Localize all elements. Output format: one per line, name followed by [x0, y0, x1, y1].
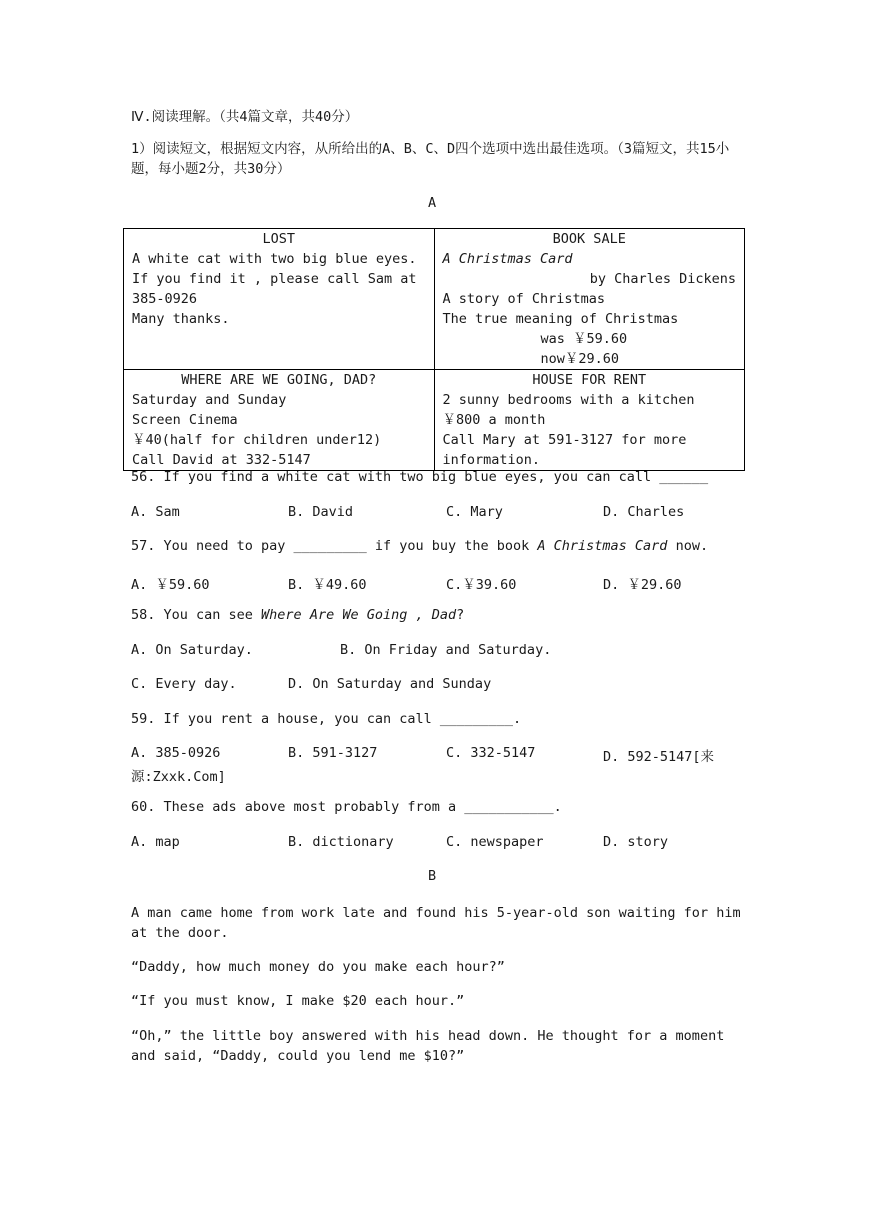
q58-option-b: B. On Friday and Saturday. [340, 642, 552, 658]
ad-movie [124, 370, 435, 471]
q60-option-d: D. story [603, 834, 669, 850]
passage-a-label: A [428, 195, 437, 211]
ad-movie-line: ￥40(half for children under12) [132, 432, 382, 448]
q56-option-c: C. Mary [446, 504, 503, 520]
instructions: 1）阅读短文，根据短文内容，从所给出的A、B、C、D四个选项中选出最佳选项。（3篇短文，共15小题，每小题2分，共30分） [131, 141, 730, 177]
question-60: 60. These ads above most probably from a ___________. [131, 799, 562, 815]
ad-lost-line: If you find it , please call Sam at [132, 271, 417, 287]
passage-b-paragraph: “Daddy, how much money do you make each hour?” [131, 959, 505, 975]
ad-house-title: HOUSE FOR RENT [532, 372, 647, 388]
ad-lost-line: 385-0926 [132, 291, 198, 307]
ad-house-line: Call Mary at 591-3127 for more [442, 432, 687, 448]
passage-b-paragraph: “Oh,” the little boy answered with his head down. He thought for a moment and said, “Daddy, could you lend me $10?” [131, 1028, 725, 1064]
question-56: 56. If you find a white cat with two big blue eyes, you can call ______ [131, 469, 709, 485]
q58-option-a: A. On Saturday. [131, 642, 253, 658]
q57-option-c: C.￥39.60 [446, 577, 517, 593]
ad-house [434, 370, 745, 471]
q59-option-a: A. 385-0926 [131, 745, 221, 761]
q60-option-a: A. map [131, 834, 180, 850]
q56-option-a: A. Sam [131, 504, 180, 520]
passage-b-paragraph: A man came home from work late and found his 5-year-old son waiting for him at the door. [131, 905, 741, 941]
ad-lost-line: Many thanks. [132, 311, 230, 327]
ad-book-sale-title: BOOK SALE [552, 231, 626, 247]
q60-option-b: B. dictionary [288, 834, 394, 850]
passage-b-paragraph: “If you must know, I make $20 each hour.” [131, 993, 465, 1009]
ad-house-line: ￥800 a month [442, 412, 546, 428]
question-58 [131, 607, 464, 623]
q58-movie-title: Where Are We Going , Dad [261, 607, 457, 623]
ad-movie-title: WHERE ARE WE GOING, DAD? [181, 372, 377, 388]
passage-b-label: B [428, 868, 437, 884]
q59-source-note: 源:Zxxk.Com] [131, 769, 226, 785]
q59-option-b: B. 591-3127 [288, 745, 378, 761]
section-title: Ⅳ.阅读理解。（共4篇文章，共40分） [131, 109, 359, 125]
q60-option-c: C. newspaper [446, 834, 544, 850]
ad-book-new-price: now￥29.60 [540, 351, 620, 367]
q57-book-title: A Christmas Card [537, 538, 668, 554]
ad-book-line: A story of Christmas [442, 291, 606, 307]
ads-table [123, 228, 745, 471]
ad-movie-line: Call David at 332-5147 [132, 452, 311, 468]
q59-option-c: C. 332-5147 [446, 745, 536, 761]
q57-option-d: D. ￥29.60 [603, 577, 682, 593]
ad-lost-title: LOST [262, 231, 295, 247]
q57-option-a: A. ￥59.60 [131, 577, 210, 593]
ad-house-line: information. [442, 452, 541, 468]
ad-movie-line: Saturday and Sunday [132, 392, 287, 408]
q59-option-d: D. 592-5147[来 [603, 749, 715, 765]
q58-option-c: C. Every day. [131, 676, 237, 692]
ad-book-line: The true meaning of Christmas [442, 311, 679, 327]
q56-option-d: D. Charles [603, 504, 685, 520]
q57-stem-pre: 57. You need to pay _________ if you buy the book [131, 538, 538, 554]
ad-book-old-price: was ￥59.60 [540, 331, 628, 347]
q58-stem-pre: 58. You can see [131, 607, 262, 623]
question-59: 59. If you rent a house, you can call _________. [131, 711, 522, 727]
q57-option-b: B. ￥49.60 [288, 577, 367, 593]
ad-house-line: 2 sunny bedrooms with a kitchen [442, 392, 695, 408]
ad-lost [124, 229, 435, 370]
q57-stem-post: now. [667, 538, 709, 554]
q56-option-b: B. David [288, 504, 354, 520]
ad-book-author: by Charles Dickens [589, 271, 736, 287]
ad-book-title: A Christmas Card [442, 251, 573, 267]
question-57 [131, 538, 708, 554]
q58-stem-post: ? [456, 607, 465, 623]
ad-book-sale [434, 229, 745, 370]
q58-option-d: D. On Saturday and Sunday [288, 676, 492, 692]
ad-movie-line: Screen Cinema [132, 412, 238, 428]
ad-lost-line: A white cat with two big blue eyes. [132, 251, 417, 267]
